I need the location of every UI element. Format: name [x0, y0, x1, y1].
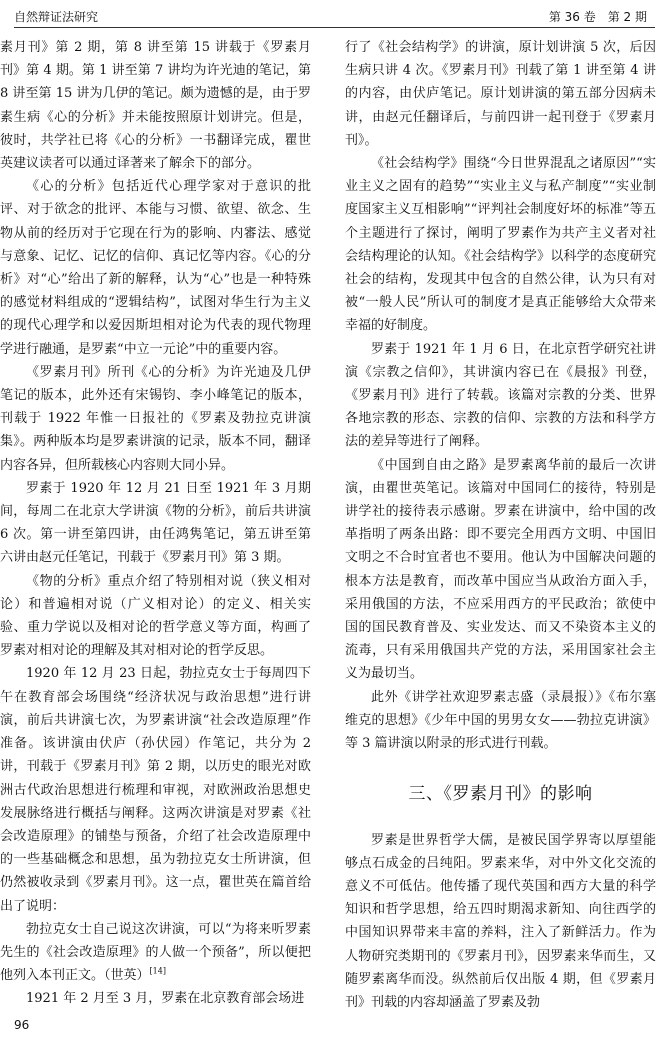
paragraph: 罗素于 1921 年 1 月 6 日，在北京哲学研究社讲演《宗教之信仰》，其讲演内容已在《晨报》刊登，《罗素月刊》进行了转载。该篇对宗教的分类、世界各地宗教的形态、宗教的信仰、宗教的方法和科学方法的差异等进行了阐释。 — [345, 341, 656, 450]
paragraph: 罗素于 1920 年 12 月 21 日至 1921 年 3 月期间，每周二在北京大学讲演《物的分析》，前后共讲演 6 次。第一讲至第四讲，由任鸿隽笔记，第五讲至第六讲由赵元任笔记，刊载于《罗素月刊》第 3 期。 — [0, 480, 311, 566]
paragraph: 《心的分析》包括近代心理学家对于意识的批评、对于欲念的批评、本能与习惯、欲望、欲念、生物从前的经历对于它现在行为的影响、内審法、感觉与意象、记忆、记忆的信仰、真记忆等内容。《心的分析》对“心”给出了新的解释，认为“心”也是一种特殊的感觉材料组成的“逻辑结构”，试图对华生行为主义的现代心理学和以爱因斯坦相对论为代表的现代物理学进行融通，是罗素“中立一元论”中的重要内容。 — [0, 179, 311, 357]
paragraph: 1921 年 2 月至 3 月，罗素在北京教育部会场进 — [26, 991, 305, 1007]
journal-title: 自然辩证法研究 — [14, 10, 99, 24]
paragraph: 《中国到自由之路》是罗素离华前的最后一次讲演，由瞿世英笔记。该篇对中国同仁的接待，特别是讲学社的接待表示感谢。罗素在讲演中，给中国的改革指明了两条出路：即不要完全用西方文明、中国旧文明之不合时宜者也不要用。他认为中国解决问题的根本方法是教育，而改革中国应当从政治方面入手，采用俄国的方法，不应采用西方的平民政治；欲使中国的国民教育普及、实业发达、而又不染资本主义的流毒，只有采用俄国共产党的方法，采用国家社会主义为最切当。 — [345, 457, 656, 682]
paragraph: 素月刊》第 2 期，第 8 讲至第 15 讲载于《罗素月刊》第 4 期。第 1 讲至第 7 讲均为许光迪的笔记，第 8 讲至第 15 讲为几伊的笔记。颇为遗憾的是，由于罗素生病《心的分析》并未能按照原计划讲完。但是，彼时，共学社已将《心的分析》一书翻译完成，瞿世英建议读者可以通过译著来了解余下的部分。 — [0, 40, 311, 172]
paragraph: 罗素是世界哲学大儒，是被民国学界寄以厚望能够点石成金的吕纯阳。罗素来华，对中外文化交流的意义不可低估。他传播了现代英国和西方大量的科学知识和哲学思想，给五四时期渴求新知、向往西学的中国知识界带来丰富的养料，注入了新鲜活力。作为人物研究类期刊的《罗素月刊》，因罗素来华而生，又随罗素离华而没。纵然前后仅出版 4 期，但《罗素月刊》刊载的内容却涵盖了罗素及勃 — [345, 832, 656, 1010]
paragraph: 行了《社会结构学》的讲演，原计划讲演 5 次，后因生病只讲 4 次。《罗素月刊》刊载了第 1 讲至第 4 讲的内容，由伏庐笔记。原计划讲演的第五部分因病未讲，由赵元任翻译后，与前四讲一起刊登于《罗素月刊》。 — [345, 40, 656, 148]
page-number: 96 — [14, 1018, 30, 1032]
header-rule — [14, 27, 655, 28]
paragraph: 《物的分析》重点介绍了特别相对说（狭义相对论）和普遍相对说（广义相对论）的定义、相关实验、重力学说以及相对论的哲学意义等方面，构画了罗素对相对论的理解及其对相对论的哲学反思。 — [0, 573, 311, 659]
left-column — [0, 36, 311, 1011]
issue-label: 第 36 卷 第 2 期 — [548, 10, 647, 24]
citation-ref: [14] — [149, 966, 166, 976]
right-column — [345, 36, 656, 1014]
paragraph: 此外《讲学社欢迎罗素志盛（录晨报）》《布尔塞维克的思想》《少年中国的男男女女——勃拉克讲演》等 3 篇讲演以附录的形式进行刊载。 — [345, 689, 656, 752]
section-heading: 三、《罗素月刊》的影响 — [408, 784, 593, 805]
paragraph: 《社会结构学》围绕“今日世界混乱之诸原因”“实业主义之固有的趋势”“实业主义与私产制度”“实业制度国家主义互相影响”“评判社会制度好坏的标准”等五个主题进行了探讨，阐明了罗素作为共产主义者对社会结构理论的认知。《社会结构学》以科学的态度研究社会的结构，发现其中包含的自然公律，认为只有对被“一般人民”所认可的制度才是真正能够给大众带来幸福的好制度。 — [345, 156, 656, 334]
quote — [0, 918, 311, 988]
paragraph: 《罗素月刊》所刊《心的分析》为许光迪及几伊笔记的版本，此外还有宋锡钧、李小峰笔记的版本，刊载于 1922 年惟一日报社的《罗素及勃拉克讲演集》。两种版本均是罗素讲演的记录，版本不同，翻译内容各异，但所载核心内容则大同小异。 — [0, 364, 311, 473]
quote-text: 勃拉克女士自己说这次讲演，可以“为将来听罗素先生的《社会改造原理》的人做一个预备”，所以便把他列入本刊正文。（世英） — [0, 921, 311, 984]
paragraph: 1920 年 12 月 23 日起，勃拉克女士于每周四下午在教育部会场围绕“经济状况与政治思想”进行讲演，前后共讲演七次，为罗素讲演“社会改造原理”作准备。该讲演由伏庐（孙伏园）作笔记，共分为 2 讲，刊载于《罗素月刊》第 2 期，以历史的眼光对欧洲古代政治思想进行梳理和审视，对欧洲政治思想史发展脉络进行概括与阐释。这两次讲演是对罗素《社会改造原理》的铺垫与预备，介绍了社会改造原理中的一些基础概念和思想，虽为勃拉克女士所讲演，但仍然被收录到《罗素月刊》。这一点，瞿世英在篇首给出了说明： — [0, 666, 311, 914]
